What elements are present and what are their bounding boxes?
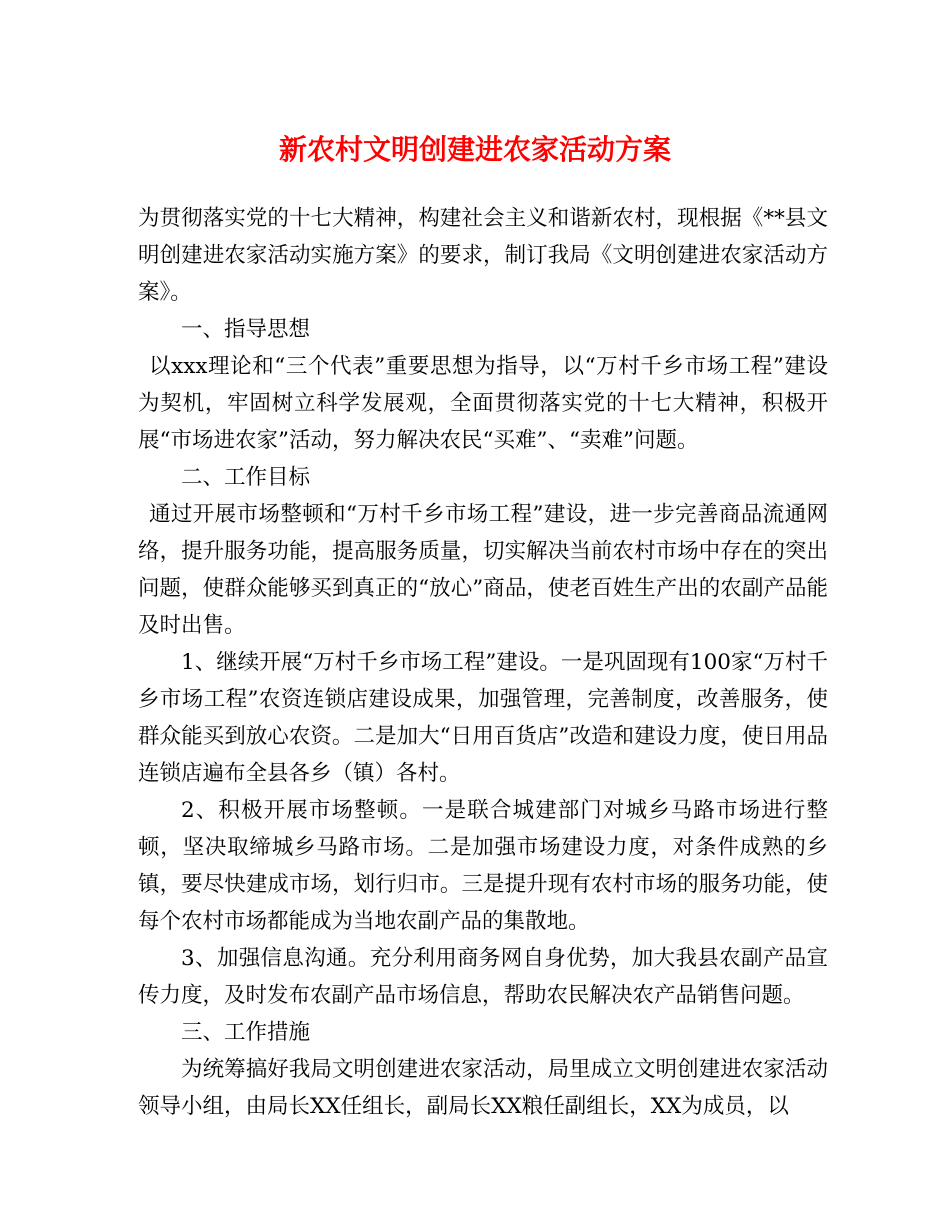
section-heading-work-goals: 二、工作目标 xyxy=(181,465,311,490)
section-heading-guiding-ideology: 一、指导思想 xyxy=(181,317,311,342)
goal-item-1: 1、继续开展“万村千乡市场工程”建设。一是巩固现有100家“万村千乡市场工程”农资连锁店建设成果，加强管理，完善制度，改善服务，使群众能买到放心农资。二是加大“日用百货店”改造和建设力度，使日用品连锁店遍布全县各乡（镇）各村。 xyxy=(138,650,828,786)
work-measures-paragraph: 为统筹搞好我局文明创建进农家活动，局里成立文明创建进农家活动领导小组，由局长XX任组长，副局长XX粮任副组长，XX为成员，以 xyxy=(138,1057,828,1119)
goal-item-2: 2、积极开展市场整顿。一是联合城建部门对城乡马路市场进行整顿，坚决取缔城乡马路市场。二是加强市场建设力度，对条件成熟的乡镇，要尽快建成市场，划行归市。三是提升现有农村市场的服务功能，使每个农村市场都能成为当地农副产品的集散地。 xyxy=(138,798,828,934)
document-body xyxy=(138,200,828,1125)
section-heading-work-measures: 三、工作措施 xyxy=(181,1020,311,1045)
document-title: 新农村文明创建进农家活动方案 xyxy=(278,133,671,166)
work-goals-paragraph: 通过开展市场整顿和“万村千乡市场工程”建设，进一步完善商品流通网络，提升服务功能，提高服务质量，切实解决当前农村市场中存在的突出问题，使群众能够买到真正的“放心”商品，使老百姓生产出的农副产品能及时出售。 xyxy=(138,502,828,638)
intro-paragraph: 为贯彻落实党的十七大精神，构建社会主义和谐新农村，现根据《**县文明创建进农家活动实施方案》的要求，制订我局《文明创建进农家活动方案》。 xyxy=(138,206,828,305)
guiding-ideology-paragraph: 以xxx理论和“三个代表”重要思想为指导，以“万村千乡市场工程”建设为契机，牢固树立科学发展观，全面贯彻落实党的十七大精神，积极开展“市场进农家”活动，努力解决农民“买难”、“卖难”问题。 xyxy=(138,354,828,453)
goal-item-3: 3、加强信息沟通。充分利用商务网自身优势，加大我县农副产品宣传力度，及时发布农副产品市场信息，帮助农民解决农产品销售问题。 xyxy=(138,946,828,1008)
